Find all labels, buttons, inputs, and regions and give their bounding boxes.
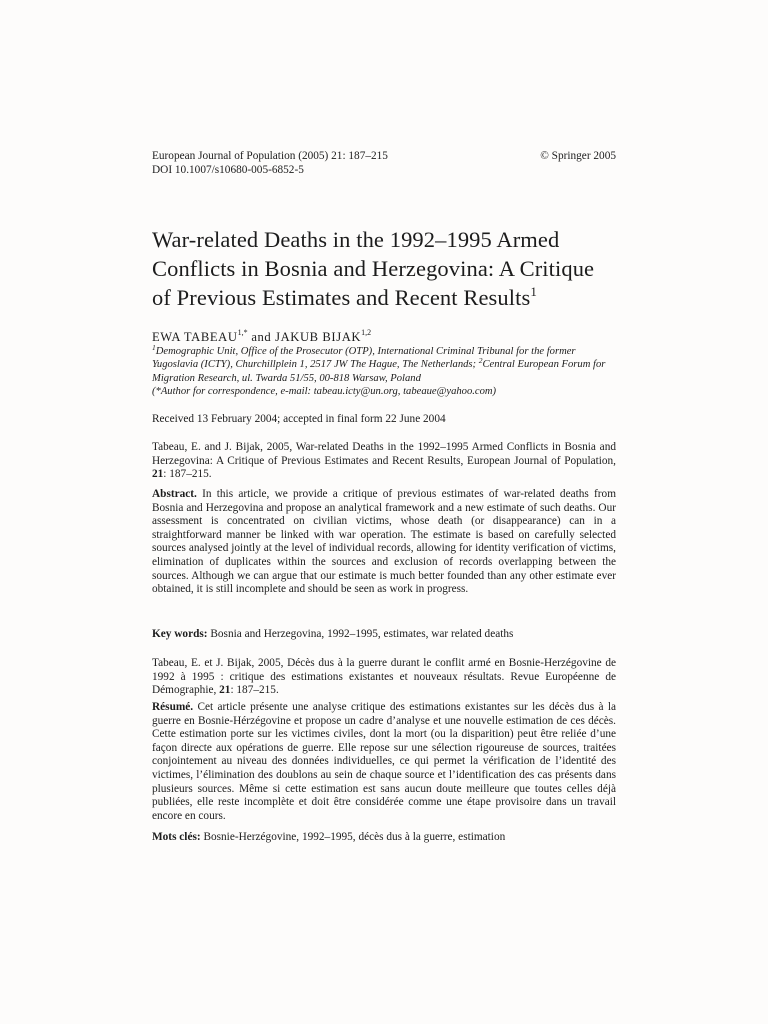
keywords-french <box>152 831 616 845</box>
keywords-english-label: Key words: <box>152 628 208 640</box>
doi: DOI 10.1007/s10680-005-6852-5 <box>152 164 304 176</box>
author-connector: and <box>247 330 276 344</box>
author-1-marks: 1,* <box>237 328 248 337</box>
abstract-french-label: Résumé. <box>152 701 194 713</box>
author-2-marks: 1,2 <box>361 328 372 337</box>
keywords-english-text: Bosnia and Herzegovina, 1992–1995, estimates, war related deaths <box>210 628 514 640</box>
affiliations <box>152 345 622 399</box>
citation-french: Tabeau, E. et J. Bijak, 2005, Décès dus à la guerre durant le conflit armé en Bosnie-Herzégovine de 1992 à 1995 : critique des estimations existantes et nouveaux résultats. Revue Européenne de Démographie, 21: 187–215. <box>152 657 616 697</box>
affiliation-2: Central European Forum for Migration Research, ul. Twarda 51/55, 00-818 Warsaw, Poland <box>152 359 606 384</box>
journal-citation: European Journal of Population (2005) 21: 187–215 <box>152 150 388 162</box>
copyright-notice: © Springer 2005 <box>540 150 616 162</box>
abstract-french <box>152 701 616 823</box>
author-1: EWA TABEAU <box>152 330 238 344</box>
author-list <box>152 330 371 345</box>
keywords-french-text: Bosnie-Herzégovine, 1992–1995, décès dus à la guerre, estimation <box>203 831 506 843</box>
citation-french-volume: 21 <box>219 684 231 697</box>
title-footnote-mark: 1 <box>530 284 537 299</box>
affiliation-1-mark: 1 <box>152 343 156 352</box>
abstract-english-label: Abstract. <box>152 488 197 500</box>
article-title <box>152 225 622 312</box>
citation-english-volume: 21 <box>152 468 164 481</box>
abstract-english-text: In this article, we provide a critique of previous estimates of war-related deaths from Bosnia and Herzegovina and propose an analytical framework and a new estimate of such deaths. Our assessment is concentrated on civilian victims, whose death (or disappearance) can in a straightforward manner be linked with war operation. The estimate is based on carefully selected sources analysed jointly at the level of individual records, allowing for identity verification of victims, elimination of duplicates within the sources and exclusion of records overlapping between the sources. Although we can argue that our estimate is much better founded than any other estimate ever obtained, it is still incomplete and should be seen as work in progress. <box>152 488 616 596</box>
keywords-french-label: Mots clés: <box>152 831 201 843</box>
received-dates: Received 13 February 2004; accepted in final form 22 June 2004 <box>152 413 446 425</box>
title-line-1: War-related Deaths in the 1992–1995 Armed <box>152 227 560 252</box>
affiliation-1: Demographic Unit, Office of the Prosecutor (OTP), International Criminal Tribunal for the former Yugoslavia (ICTY), Churchillplein 1, 2517 JW The Hague, The Netherlands; <box>152 346 576 371</box>
citation-english: Tabeau, E. and J. Bijak, 2005, War-related Deaths in the 1992–1995 Armed Conflicts in Bosnia and Herzegovina: A Critique of Previous Estimates and Recent Results, European Journal of Population, 21: 187–215. <box>152 441 616 481</box>
keywords-english <box>152 628 616 642</box>
abstract-english <box>152 488 616 597</box>
affiliation-2-mark: 2 <box>478 356 483 366</box>
author-2: JAKUB BIJAK <box>275 330 362 344</box>
title-line-3: of Previous Estimates and Recent Results <box>152 285 531 310</box>
title-line-2: Conflicts in Bosnia and Herzegovina: A Critique <box>152 256 595 281</box>
abstract-french-text: Cet article présente une analyse critique des estimations existantes sur les décès dus à la guerre en Bosnie-Hérzégovine et propose un cadre d’analyse et une nouvelle estimation de ces décès. Cette estimation porte sur les victimes civiles, dont la mort (ou la disparition) peut être reliée d’une façon directe aux opérations de guerre. Elle repose sur une sélection rigoureuse de sources, traitées conjointement au niveau des données individuelles, ce qui permet la vérification de l’identité des victimes, l’élimination des doublons au sein de chaque source et l’identification des cas présents dans plusieurs sources. Même si cette estimation est sans aucun doute meilleure que toutes celles déjà publiées, elle reste incomplète et doit être considérée comme une étape provisoire dans un travail encore en cours. <box>152 701 617 822</box>
running-header <box>152 149 616 177</box>
correspondence-note: (*Author for correspondence, e-mail: tabeau.icty@un.org, tabeaue@yahoo.com) <box>152 386 497 398</box>
